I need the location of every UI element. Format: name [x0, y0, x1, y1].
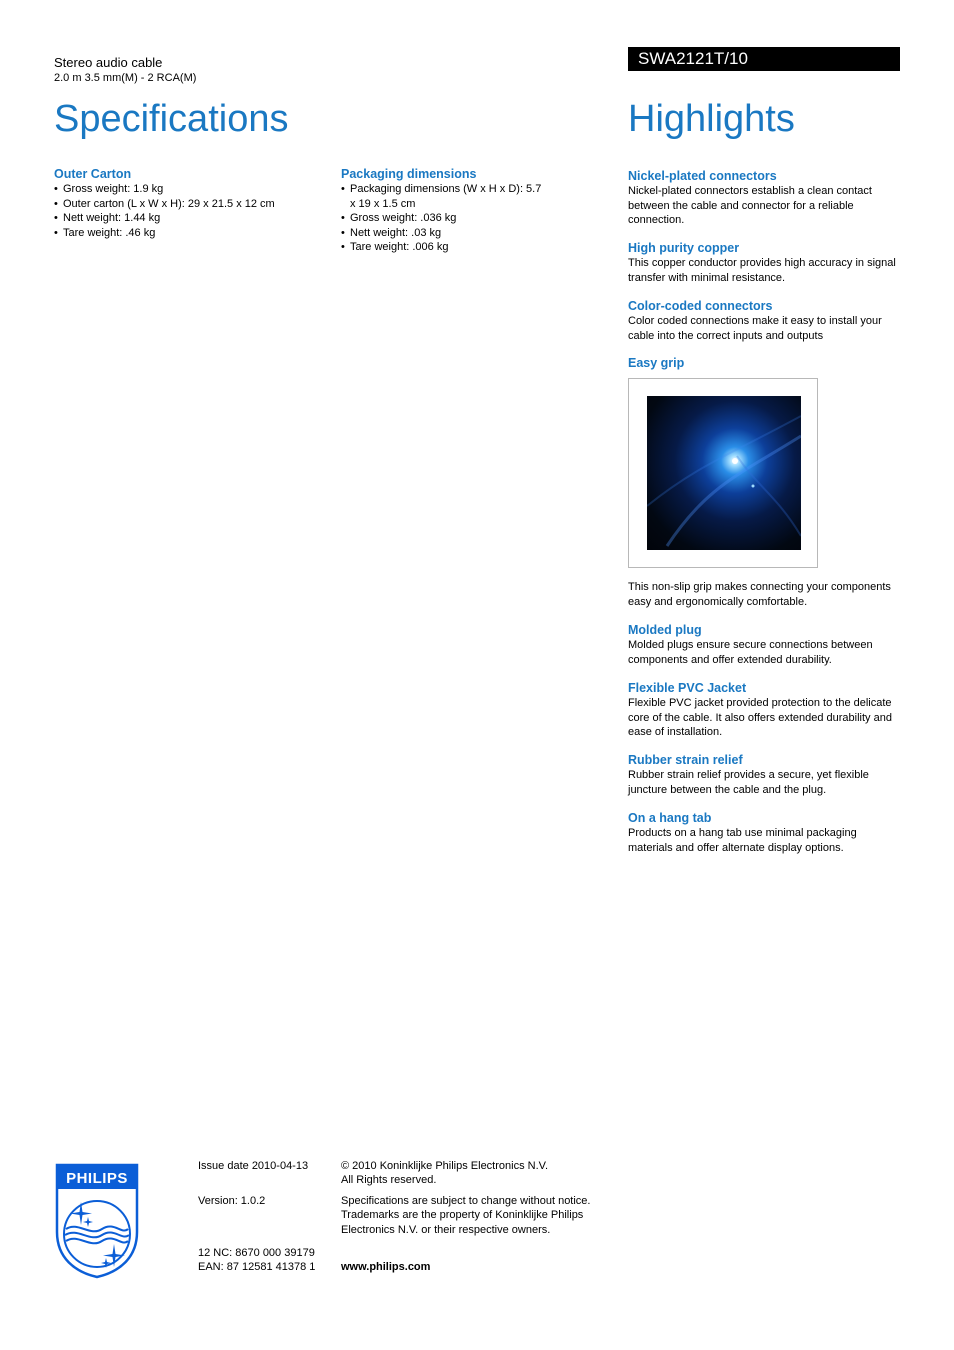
list-item: • Gross weight: .036 kg [341, 211, 546, 226]
easy-grip-description [628, 580, 903, 609]
twelve-nc: 12 NC: 8670 000 39179 [198, 1247, 315, 1259]
packaging-heading: Packaging dimensions [341, 167, 477, 181]
philips-shield-logo [54, 1162, 140, 1280]
website-link[interactable]: www.philips.com [341, 1261, 431, 1273]
logo-wordmark: PHILIPS [66, 1170, 128, 1187]
list-item: • Tare weight: .006 kg [341, 240, 546, 255]
list-item: • Gross weight: 1.9 kg [54, 182, 324, 197]
specifications-title: Specifications [54, 98, 289, 140]
highlight-heading: On a hang tab [628, 811, 712, 825]
product-subtitle: 2.0 m 3.5 mm(M) - 2 RCA(M) [54, 72, 197, 84]
highlight-text: This non-slip grip makes connecting your components easy and ergonomically comfortable. [628, 581, 891, 608]
outer-carton-list [54, 182, 324, 240]
easy-grip-image-frame [628, 378, 818, 568]
highlight-easy-grip [628, 356, 903, 371]
highlight-nickel-plated [628, 169, 903, 228]
highlight-heading: Rubber strain relief [628, 753, 743, 767]
highlight-heading: Nickel-plated connectors [628, 169, 777, 183]
highlight-copper [628, 241, 903, 285]
highlight-text: Nickel-plated connectors establish a clean contact between the cable and connector for a reliable connection. [628, 185, 872, 227]
copyright-line-2: All Rights reserved. [341, 1174, 437, 1186]
highlight-molded-plug [628, 623, 903, 667]
highlight-text: Products on a hang tab use minimal packaging materials and offer alternate display options. [628, 827, 857, 854]
highlight-heading: Molded plug [628, 623, 702, 637]
highlight-text: Molded plugs ensure secure connections between components and offer extended durability. [628, 639, 873, 666]
highlight-text: This copper conductor provides high accuracy in signal transfer with minimal resistance. [628, 257, 896, 284]
highlight-text: Flexible PVC jacket provided protection to the delicate core of the cable. It also offers extended durability and ease of installation. [628, 697, 892, 739]
product-name: Stereo audio cable [54, 55, 163, 70]
highlight-text: Rubber strain relief provides a secure, yet flexible juncture between the cable and the plug. [628, 769, 869, 796]
highlight-heading: Color-coded connectors [628, 299, 773, 313]
outer-carton-section [54, 167, 324, 240]
packaging-list [341, 182, 546, 255]
issue-date: Issue date 2010-04-13 [198, 1160, 309, 1172]
notice-line-1: Specifications are subject to change without notice. [341, 1195, 591, 1207]
outer-carton-heading: Outer Carton [54, 167, 132, 181]
highlight-strain-relief [628, 753, 903, 797]
highlight-hang-tab [628, 811, 903, 855]
notice-line-2: Trademarks are the property of Koninklijke Philips [341, 1209, 584, 1221]
list-item: • Tare weight: .46 kg [54, 226, 324, 241]
highlight-color-coded [628, 299, 903, 343]
version: Version: 1.0.2 [198, 1195, 266, 1207]
ean-code: EAN: 87 12581 41378 1 [198, 1261, 316, 1273]
list-item: • Nett weight: .03 kg [341, 226, 546, 241]
easy-grip-image [647, 396, 801, 550]
highlight-heading: Easy grip [628, 356, 685, 370]
packaging-section [341, 167, 546, 255]
list-item: • Outer carton (L x W x H): 29 x 21.5 x 12 cm [54, 197, 324, 212]
highlight-heading: Flexible PVC Jacket [628, 681, 747, 695]
notice-line-3: Electronics N.V. or their respective owners. [341, 1224, 551, 1236]
highlights-title: Highlights [628, 98, 795, 140]
highlight-heading: High purity copper [628, 241, 740, 255]
list-item: • Nett weight: 1.44 kg [54, 211, 324, 226]
highlight-text: Color coded connections make it easy to install your cable into the correct inputs and outputs [628, 315, 882, 342]
copyright-line-1: © 2010 Koninklijke Philips Electronics N.V. [341, 1160, 549, 1172]
highlight-pvc-jacket [628, 681, 903, 740]
model-number-bar: SWA2121T/10 [628, 47, 900, 71]
list-item: • Packaging dimensions (W x H x D): 5.7 x 19 x 1.5 cm [341, 182, 546, 211]
